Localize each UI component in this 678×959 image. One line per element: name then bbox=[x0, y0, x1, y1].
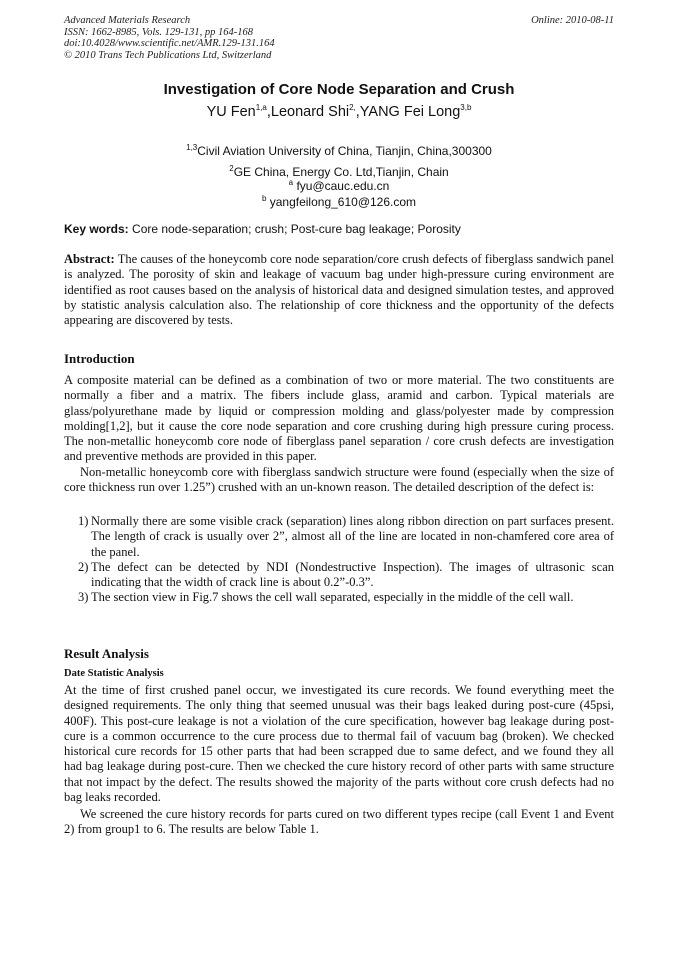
email-b bbox=[0, 194, 678, 209]
intro-paragraph-1: A composite material can be defined as a combination of two or more material. The two constituents are normally a fiber and a matrix. The fibers include glass, aramid and carbon. Typical materials are glass/polyurethane made by liquid or compression molding and glass/polyester made by compression molding[1,2], but it cause the core node separation and core crushing during high pressure curing process. The non-metallic honeycomb core node of fiberglass panel separation / core crush defects are investigation and preventive methods are provided in this paper. bbox=[64, 373, 614, 464]
email-a-sup: a bbox=[288, 178, 294, 187]
affiliation-1-sup: 1,3 bbox=[186, 143, 198, 152]
list-item-number: 2) bbox=[78, 559, 89, 574]
list-item bbox=[64, 590, 614, 605]
author-line bbox=[0, 103, 678, 120]
online-date: Online: 2010-08-11 bbox=[531, 15, 614, 26]
list-item-number: 3) bbox=[78, 590, 89, 605]
email-a bbox=[0, 178, 678, 193]
affiliation-2 bbox=[0, 164, 678, 179]
date-statistic-subheading: Date Statistic Analysis bbox=[64, 668, 164, 679]
journal-name: Advanced Materials Research bbox=[64, 15, 191, 26]
paper-title: Investigation of Core Node Separation and Crush bbox=[163, 81, 515, 98]
author-2-sup: 2, bbox=[349, 103, 356, 112]
issn-line: ISSN: 1662-8985, Vols. 129-131, pp 164-168 bbox=[64, 26, 253, 38]
affiliation-2-text: GE China, Energy Co. Ltd,Tianjin, Chain bbox=[233, 165, 449, 179]
copyright-line: © 2010 Trans Tech Publications Ltd, Switzerland bbox=[64, 49, 272, 61]
abstract-label: Abstract: bbox=[64, 252, 115, 266]
list-item-text: The section view in Fig.7 shows the cell wall separated, especially in the middle of the cell wall. bbox=[91, 590, 574, 605]
email-a-text: fyu@cauc.edu.cn bbox=[293, 179, 390, 193]
author-1-sup: 1,a bbox=[255, 103, 267, 112]
affiliation-1 bbox=[0, 143, 678, 158]
abstract-text: The causes of the honeycomb core node separation/core crush defects of fiberglass sandwich panel is analyzed. The porosity of skin and leakage of vacuum bag under high-pressure curing environment are identified as root causes based on the analysis of historical data and designed simulation testes, and approved by statistic analysis calculation also. The relationship of core thickness and the opportunity of the defects appearing are discovered by tests. bbox=[64, 252, 614, 328]
result-paragraph-2: We screened the cure history records for parts cured on two different types recipe (call Event 1 and Event 2) from group1 to 6. The results are below Table 1. bbox=[64, 807, 614, 837]
journal-header bbox=[64, 15, 275, 61]
email-b-sup: b bbox=[261, 194, 267, 203]
list-item-number: 1) bbox=[78, 514, 89, 528]
keywords-label: Key words: bbox=[64, 222, 129, 236]
affiliation-2-sup: 2 bbox=[229, 164, 234, 173]
result-paragraph-1: At the time of first crushed panel occur, we investigated its cure records. We found everything meet the designed requirements. The only thing that seemed unusual was their bags leaked during post-cure (45psi, 400F). This post-cure leakage is not a violation of the cure specification, however bag leakage during post-cure is a common occurrence to the cure process due to thermal fail of vacuum bag (broken). We checked historical cure records for 15 other parts that had been scrapped due to same defect, and we found they all had bag leakage during post-cure. Then we checked the cure history record of other parts with same structure that not impact by the defect. The results showed the majority of the parts without core crush defects had no bag leaks recorded. bbox=[64, 683, 614, 805]
author-1: YU Fen bbox=[206, 103, 256, 120]
doi-line: doi:10.4028/www.scientific.net/AMR.129-131.164 bbox=[64, 38, 275, 49]
introduction-heading: Introduction bbox=[64, 351, 135, 366]
author-3-sup: 3,b bbox=[460, 103, 472, 112]
list-item-text: Normally there are some visible crack (separation) lines along ribbon direction on part surfaces present. The length of crack is usually over 2”, almost all of the line are located in non-chamfered core area of the panel. bbox=[91, 514, 614, 559]
author-2: ,Leonard Shi bbox=[266, 103, 350, 120]
keywords bbox=[64, 222, 461, 236]
affiliation-1-text: Civil Aviation University of China, Tianjin, China,300300 bbox=[197, 144, 492, 158]
list-item bbox=[64, 560, 614, 591]
defect-list bbox=[64, 514, 614, 606]
keywords-text: Core node-separation; crush; Post-cure bag leakage; Porosity bbox=[128, 222, 461, 236]
list-item bbox=[64, 514, 614, 560]
abstract bbox=[64, 252, 614, 328]
list-item-text: The defect can be detected by NDI (Nondestructive Inspection). The images of ultrasonic scan indicating that the width of crack line is about 0.2”-0.3”. bbox=[91, 559, 614, 590]
email-b-text: yangfeilong_610@126.com bbox=[266, 195, 417, 209]
intro-paragraph-2: Non-metallic honeycomb core with fiberglass sandwich structure were found (especially when the size of core thickness run over 1.25”) crushed with an un-known reason. The detailed description of the defect is: bbox=[64, 465, 614, 495]
author-3: ,YANG Fei Long bbox=[355, 103, 461, 120]
result-analysis-heading: Result Analysis bbox=[64, 646, 149, 661]
